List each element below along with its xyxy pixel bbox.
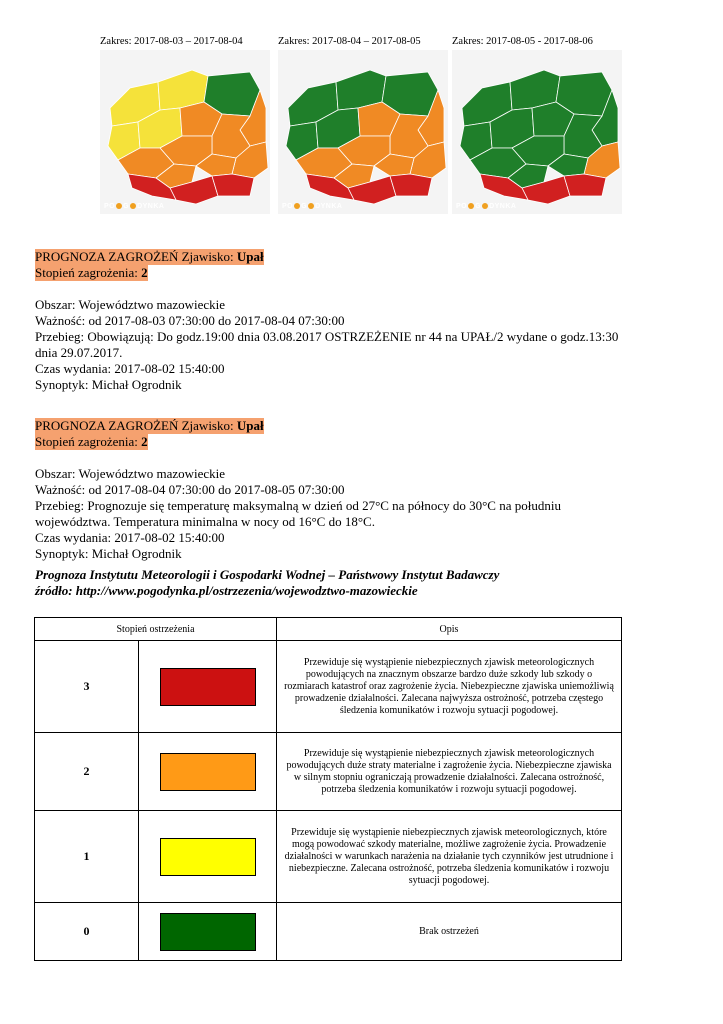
warning-header: PROGNOZA ZAGROŻEŃ Zjawisko: Upał: [35, 418, 264, 433]
level-description: Przewiduje się wystąpienie niebezpiecznych zjawisk meteorologicznych powodujących na znacznym obszarze bardzo duże szkody lub szkody o rozmiarach katastrof oraz zagrożenie życia. Niebezpieczne zjawiska uniemożliwią prowadzenie działalności. Zalecana najwyższa ostrożność, potrzeba częstego śledzenia komunikatów i rozwoju sytuacji pogodowej.: [277, 641, 622, 733]
synoptic: Synoptyk: Michał Ogrodnik: [35, 377, 182, 392]
warning-level-legend: [34, 617, 622, 961]
color-swatch-orange: [160, 753, 256, 791]
level-description: Brak ostrzeżeń: [277, 903, 622, 961]
table-row: [35, 811, 622, 903]
pogodynka-logo: PO G DYNKA: [282, 203, 343, 210]
map-caption: Zakres: 2017-08-04 – 2017-08-05: [278, 36, 421, 47]
table-row: [35, 641, 622, 733]
color-swatch-yellow: [160, 838, 256, 876]
area: Obszar: Województwo mazowieckie: [35, 297, 226, 312]
map-caption: Zakres: 2017-08-05 - 2017-08-06: [452, 36, 593, 47]
warning-map: [452, 50, 622, 214]
voivodeship-region: [564, 174, 606, 196]
pogodynka-logo: PO G DYNKA: [104, 203, 165, 210]
legend-header-row: [35, 618, 622, 641]
level-number: 1: [35, 811, 139, 903]
course: Przebieg: Obowiązują: Do godz.19:00 dnia 03.08.2017 OSTRZEŻENIE nr 44 na UPAŁ/2 wydane o godz.13:30: [35, 329, 619, 344]
table-row: [35, 733, 622, 811]
level-number: 3: [35, 641, 139, 733]
pogodynka-logo: PO G DYNKA: [456, 203, 517, 210]
warning-block-1: [35, 249, 700, 393]
warning-level: Stopień zagrożenia: 2: [35, 265, 148, 280]
warning-level: Stopień zagrożenia: 2: [35, 434, 148, 449]
map-day-1: [100, 34, 270, 214]
color-swatch-red: [160, 668, 256, 706]
level-number: 0: [35, 903, 139, 961]
level-number: 2: [35, 733, 139, 811]
area: Obszar: Województwo mazowieckie: [35, 466, 226, 481]
source-url: źródło: http://www.pogodynka.pl/ostrzezenia/wojewodztwo-mazowieckie: [35, 583, 418, 598]
legend-col-description: Opis: [277, 618, 622, 641]
color-swatch-green: [160, 913, 256, 951]
legend-col-level: Stopień ostrzeżenia: [35, 618, 277, 641]
poland-map: [452, 50, 622, 214]
course-continued: województwa. Temperatura minimalna w nocy od 16°C do 18°C.: [35, 514, 375, 529]
table-row: [35, 903, 622, 961]
warning-map: [100, 50, 270, 214]
map-day-3: [452, 34, 622, 214]
validity: Ważność: od 2017-08-03 07:30:00 do 2017-08-04 07:30:00: [35, 313, 345, 328]
warning-header: PROGNOZA ZAGROŻEŃ Zjawisko: Upał: [35, 249, 264, 264]
source-line: Prognoza Instytutu Meteorologii i Gospodarki Wodnej – Państwowy Instytut Badawczy: [35, 567, 500, 582]
source-notes: [35, 567, 499, 599]
synoptic: Synoptyk: Michał Ogrodnik: [35, 546, 182, 561]
warning-map: [278, 50, 448, 214]
issue-time: Czas wydania: 2017-08-02 15:40:00: [35, 530, 225, 545]
poland-map: [278, 50, 448, 214]
map-caption: Zakres: 2017-08-03 – 2017-08-04: [100, 36, 243, 47]
level-description: Przewiduje się wystąpienie niebezpiecznych zjawisk meteorologicznych powodujących duże straty materialne i zagrożenie życia. Niebezpieczne zjawiska w silnym stopniu ograniczają prowadzenie działalności. Zalecana ostrożność, potrzeba śledzenia komunikatów i rozwoju sytuacji pogodowej.: [277, 733, 622, 811]
level-description: Przewiduje się wystąpienie niebezpiecznych zjawisk meteorologicznych, które mogą powodować szkody materialne, możliwe zagrożenie życia. Prowadzenie działalności w warunkach narażenia na działanie tych czynników jest utrudnione i niebezpieczne. Zalecana ostrożność, potrzeba śledzenia komunikatów i rozwoju sytuacji pogodowej.: [277, 811, 622, 903]
issue-time: Czas wydania: 2017-08-02 15:40:00: [35, 361, 225, 376]
forecast-maps: [100, 34, 640, 216]
validity: Ważność: od 2017-08-04 07:30:00 do 2017-08-05 07:30:00: [35, 482, 345, 497]
course-continued: dnia 29.07.2017.: [35, 345, 123, 360]
map-day-2: [278, 34, 448, 214]
poland-map: [100, 50, 270, 214]
voivodeship-region: [390, 174, 432, 196]
voivodeship-region: [212, 174, 254, 196]
course: Przebieg: Prognozuje się temperaturę maksymalną w dzień od 27°C na północy do 30°C na południu: [35, 498, 561, 513]
warning-block-2: [35, 418, 700, 562]
